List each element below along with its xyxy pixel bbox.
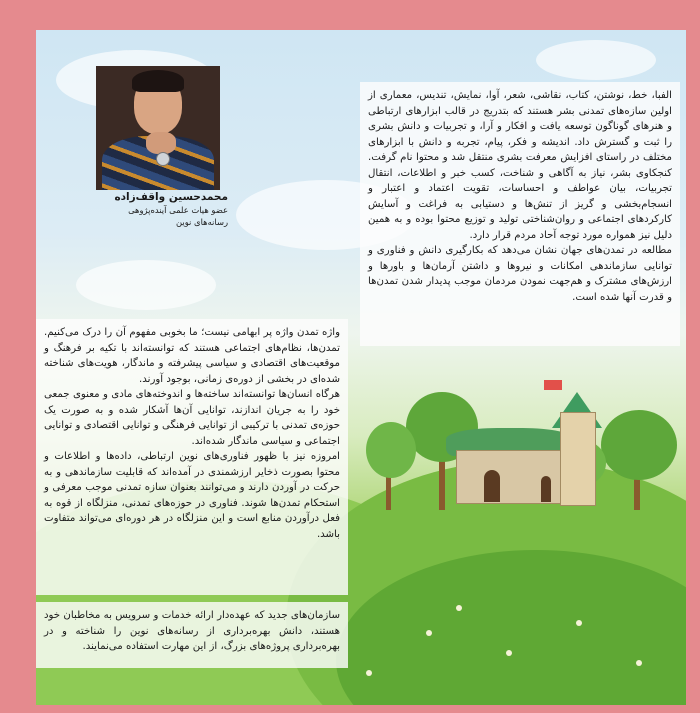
photo-hair [132,70,184,92]
cloud [536,40,656,80]
cloud [76,260,216,310]
flag [544,380,562,390]
paragraph: سازمان‌های جدید که عهده‌دار ارائه خدمات و سرویس به مخاطبان خود هستند، دانش بهره‌برداری از رسانه‌های نوین را شناخته و در بهره‌برداری پروژه‌های بزرگ، از این مهارت استفاده می‌نمایند. [44,610,340,652]
watch-icon [156,152,170,166]
paragraph: الفبا، خط، نوشتن، کتاب، نقاشی، شعر، آوا، نمایش، تندیس، معماری از اولین سازه‌های تمدنی بشر هستند که بتدریج در قالب ابزارهای ارتباطی و هنرهای گوناگون توسعه یافت و افکار و آرا، و تجربیات و دانش بشری را ثبت و گسترش داد. اندیشه و فکر، پیام، تجربه و دانش با ابزارهای مختلف در راستای افزایش معرفت بشری منتقل شد و محتوا نام گرفت. کنجکاوی بشر، نیاز به آگاهی و شناخت، کسب خبر و اطلاعات، انتقال تجربیات، بیان عواطف و احساسات، تقویت اعتماد و اعتبار و انسجام‌بخشی و گریز از تنش‌ها و دستیابی به فراغت و آسایش کارکردهای اجتماعی و روان‌شناختی تولید و توزیع محتوا بوده و به همین دلیل نیز همواره مورد توجه آحاد مردم قرار دارد. [368,90,672,241]
flower [506,650,512,656]
author-photo [96,66,220,190]
text-panel-middle-left [36,319,348,595]
author-caption [92,190,228,228]
flower [366,670,372,676]
tower [560,412,596,506]
paragraph: مطالعه در تمدن‌های جهان نشان می‌دهد که بکارگیری دانش و فناوری و توانایی سازماندهی امکانات و نیروها و داشتن آرمان‌ها و باورها و ارزش‌های مشترک و هم‌جهت نمودن مردمان موجب پدیدار شدن تمدن‌ها و قدرت آنها شده است. [368,245,672,303]
photo-hands [146,132,176,154]
house [456,450,568,504]
text-panel-bottom-left [36,602,348,668]
flower [456,605,462,611]
paragraph: واژه تمدن واژه پر ابهامی نیست؛ ما بخوبی مفهوم آن را درک می‌کنیم. تمدن‌ها، نظام‌های اجتماعی هستند که توانسته‌اند با تکیه بر فرهنگ و موقعیت‌های اقتصادی و سیاسی پیشرفته و ماندگار، هویت‌های شناخته شده‌ای در بخشی از دوره‌ی زمانی، بوجود آورند. [44,327,340,385]
author-role: عضو هیات علمی آینده‌پژوهی رسانه‌های نوین [128,205,228,227]
paragraph: امروزه نیز با ظهور فناوری‌های نوین ارتباطی، داده‌ها و اطلاعات و محتوا بصورت ذخایر ارزشمندی در آمده‌اند که قابلیت سازماندهی و به حرکت در آوردن دارند و می‌توانند بعنوان سازه تمدنی موجب معرفی و استحکام تمدن‌ها شوند. فناوری در حوزه‌های تمدنی، منزلگاه از قوه به فعل درآوردن منابع است و این منزلگاه در هر دوره‌ای می‌تواند متفاوت باشد. [44,451,340,540]
flower [576,620,582,626]
tree [366,422,416,478]
tree [601,410,677,480]
tower-door [541,476,551,502]
flower [636,660,642,666]
text-panel-top-right [360,82,680,346]
author-name: محمدحسین واقف‌زاده [114,191,228,203]
paragraph: هرگاه انسان‌ها توانسته‌اند ساخته‌ها و اندوخته‌های مادی و معنوی جمعی خود را به جریان اندازند، توانایی آن‌ها آشکار شده و به صورت یک حوزه‌ی تمدنی با ترکیبی از توانایی فرهنگی و توانایی اقتصادی و توانایی اجتماعی و سیاسی ماندگار شده‌اند. [44,389,340,447]
house-door [484,470,500,502]
flower [426,630,432,636]
